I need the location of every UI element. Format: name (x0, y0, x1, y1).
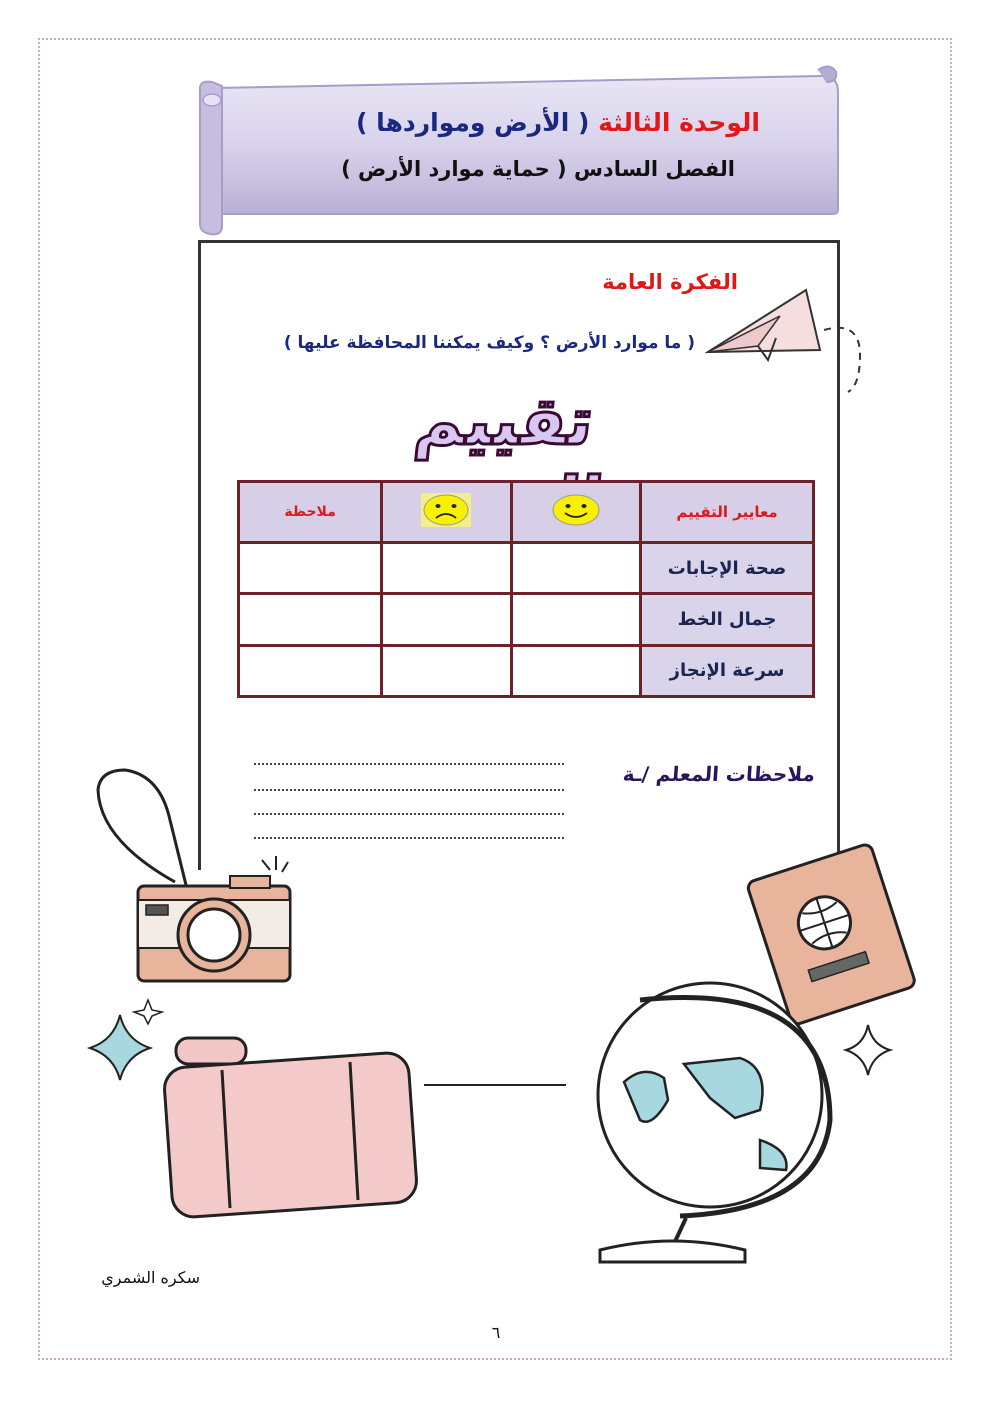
note-header: ملاحظة (239, 482, 382, 543)
criterion-cell: صحة الإجابات (641, 543, 814, 594)
criterion-cell: سرعة الإنجاز (641, 645, 814, 696)
general-idea-question: ( ما موارد الأرض ؟ وكيف يمكننا المحافظة عليها ) (283, 333, 695, 353)
unit-evaluation-title: تقييم (411, 383, 598, 460)
criteria-header: معايير التقييم (641, 482, 814, 543)
passport-icon (746, 843, 916, 1026)
unit-topic: ( الأرض ومواردها ) (356, 108, 590, 137)
suitcase-icon (163, 1038, 418, 1218)
sparkle-icon (846, 1025, 890, 1075)
chapter-title: الفصل السادس ( حماية موارد الأرض ) (341, 157, 735, 181)
criterion-cell: جمال الخط (641, 594, 814, 645)
unit-label: الوحدة الثالثة (598, 108, 760, 137)
sparkle-icon (134, 1000, 162, 1024)
sparkle-icon (90, 1015, 150, 1080)
camera-icon (98, 770, 290, 981)
teacher-notes-label: ملاحظات المعلم /ـة (621, 762, 816, 786)
globe-icon (598, 983, 830, 1262)
page-number: ٦ (491, 1323, 501, 1342)
general-idea-title: الفكرة العامة (602, 270, 738, 294)
author-name: سكره الشمري (101, 1268, 200, 1287)
